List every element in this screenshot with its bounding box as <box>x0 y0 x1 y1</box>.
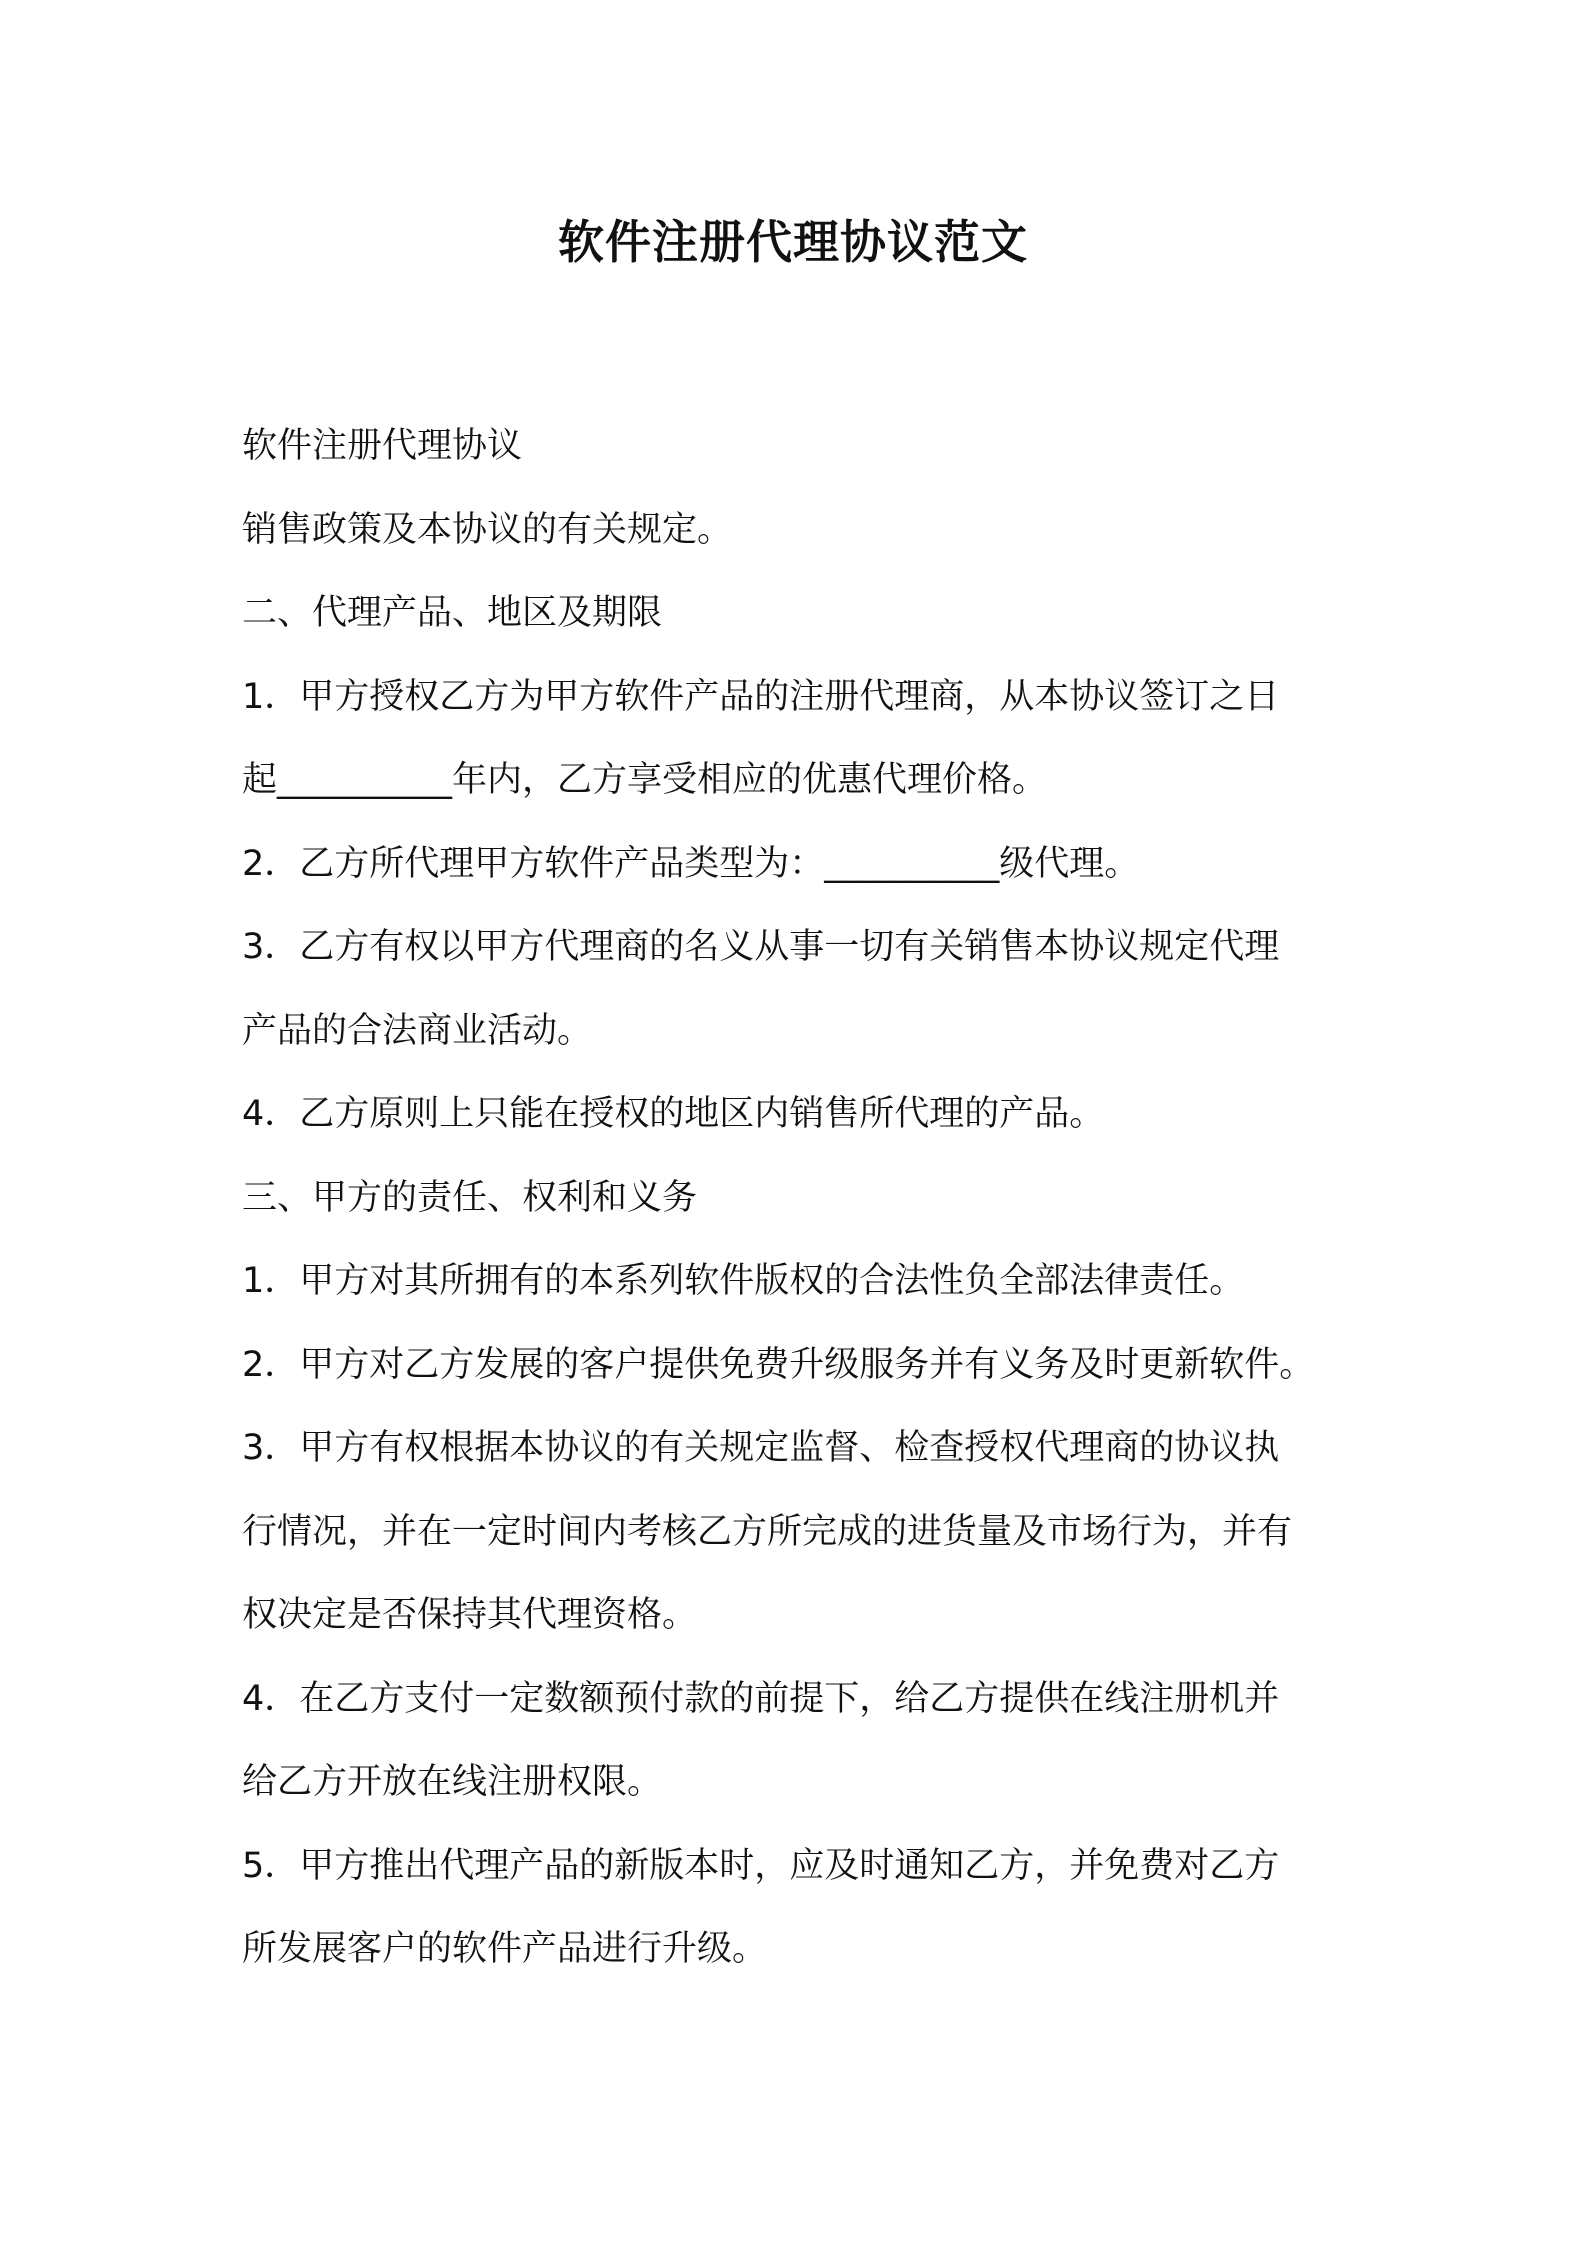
text-line: 2．甲方对乙方发展的客户提供免费升级服务并有义务及时更新软件。 <box>242 1344 1315 1385</box>
text-line: 产品的合法商业活动。 <box>242 1010 593 1051</box>
text-line: 2．乙方所代理甲方软件产品类型为：__________级代理。 <box>242 843 1140 884</box>
text-line: 所发展客户的软件产品进行升级。 <box>242 1929 768 1969</box>
text-line: 起__________年内，乙方享受相应的优惠代理价格。 <box>242 760 1048 800</box>
text-line: 1．甲方授权乙方为甲方软件产品的注册代理商，从本协议签订之日 <box>242 676 1280 717</box>
text-line: 权决定是否保持其代理资格。 <box>242 1595 698 1635</box>
document-title: 软件注册代理协议范文 <box>558 215 1028 269</box>
document-body <box>242 405 1392 1992</box>
text-line: 给乙方开放在线注册权限。 <box>242 1762 663 1802</box>
text-line: 1．甲方对其所拥有的本系列软件版权的合法性负全部法律责任。 <box>242 1261 1245 1301</box>
text-line: 4．在乙方支付一定数额预付款的前提下，给乙方提供在线注册机并 <box>242 1678 1280 1719</box>
text-line: 4．乙方原则上只能在授权的地区内销售所代理的产品。 <box>242 1094 1105 1134</box>
text-line: 行情况，并在一定时间内考核乙方所完成的进货量及市场行为，并有 <box>242 1511 1293 1552</box>
text-line: 5．甲方推出代理产品的新版本时，应及时通知乙方，并免费对乙方 <box>242 1845 1280 1886</box>
text-line: 3．甲方有权根据本协议的有关规定监督、检查授权代理商的协议执 <box>242 1428 1280 1468</box>
section-heading-3: 三、甲方的责任、权利和义务 <box>242 1177 698 1218</box>
section-heading-2: 二、代理产品、地区及期限 <box>242 593 663 633</box>
text-line: 销售政策及本协议的有关规定。 <box>242 509 733 550</box>
text-line-subtitle: 软件注册代理协议 <box>242 426 523 466</box>
text-line: 3．乙方有权以甲方代理商的名义从事一切有关销售本协议规定代理 <box>242 927 1280 967</box>
